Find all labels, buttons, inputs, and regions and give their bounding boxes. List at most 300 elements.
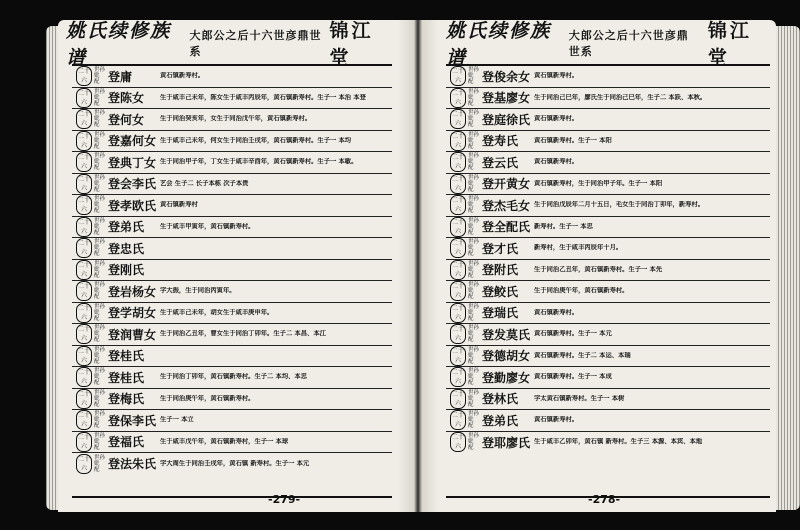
row-label-1: 世孙 — [468, 174, 480, 181]
row-label-3: 配 — [468, 445, 474, 452]
row-label-1: 世孙 — [94, 303, 106, 310]
person-note: 新寿村，生于咸丰丙辰年十月。 — [534, 244, 623, 252]
row-label — [94, 239, 108, 257]
page-edges-right — [776, 26, 800, 510]
row-label-1: 世孙 — [468, 368, 480, 375]
row-label-3: 配 — [468, 229, 474, 236]
person-note: 黄石镇新寿村。生子一 本元 — [534, 330, 612, 338]
row-label-2: 妣 — [468, 309, 474, 316]
row-label — [468, 132, 482, 150]
row-label-1: 世孙 — [94, 260, 106, 267]
person-name: 登润曹女 — [108, 327, 157, 342]
generation-marker: 二十六 — [77, 455, 90, 472]
row-label-1: 世孙 — [94, 325, 106, 332]
row-label-1: 世孙 — [468, 260, 480, 267]
generation-marker: 二十六 — [451, 111, 464, 128]
table-row — [446, 217, 770, 239]
generation-marker: 二十六 — [451, 89, 464, 106]
person-note: 黄石镇新寿村。 — [534, 308, 579, 316]
row-label-2: 妣 — [94, 94, 100, 101]
person-note: 生于咸丰己未年，何女生于同治壬戌年，黄石镇新寿村。生子一 本均 — [160, 136, 352, 144]
row-label-1: 世孙 — [94, 153, 106, 160]
row-label — [94, 325, 108, 343]
generation-marker: 二十六 — [451, 326, 464, 343]
person-name: 登附氏 — [482, 263, 519, 278]
table-row — [72, 303, 392, 325]
row-label-3: 配 — [94, 423, 100, 430]
generation-marker: 二十六 — [77, 175, 90, 192]
row-label-2: 妣 — [94, 438, 100, 445]
row-label-1: 世孙 — [468, 325, 480, 332]
row-label-2: 妣 — [94, 395, 100, 402]
generation-marker: 二十六 — [451, 434, 464, 451]
generation-marker: 二十六 — [451, 68, 464, 85]
open-book — [46, 12, 762, 520]
row-label-2: 妣 — [468, 288, 474, 295]
row-label-1: 世孙 — [468, 153, 480, 160]
lineage-subtitle: 大郎公之后十六世彦鼎世系 — [568, 29, 689, 58]
generation-marker: 二十六 — [451, 218, 464, 235]
table-row — [72, 367, 392, 389]
row-label-3: 配 — [94, 401, 100, 408]
person-name: 登桂氏 — [108, 349, 145, 364]
left-page-header — [58, 20, 398, 69]
row-label-1: 世孙 — [468, 433, 480, 440]
generation-marker: 二十六 — [77, 283, 90, 300]
person-note: 生于同治己巳年，廖氏生于同治己巳年，生子二 本跃、本秋。 — [534, 93, 707, 101]
row-label-3: 配 — [468, 337, 474, 344]
person-name: 登岩杨女 — [108, 284, 157, 299]
row-label-2: 妣 — [468, 352, 474, 359]
row-label — [468, 368, 482, 386]
person-name: 登云氏 — [482, 155, 519, 170]
row-label-1: 世孙 — [468, 131, 480, 138]
person-note: 黄石镇新寿村。生子一 本成 — [534, 373, 612, 381]
table-row — [446, 131, 770, 153]
generation-marker: 二十六 — [77, 89, 90, 106]
generation-marker: 二十六 — [77, 347, 90, 364]
person-note: 生于同治乙丑年，曹女生于同治丁卯年。生子二 本昌、本江 — [160, 330, 326, 338]
person-note: 生于咸丰乙卯年，黄石镇 新寿村。生子三 本源、本宾、本地 — [534, 438, 703, 446]
row-label-2: 妣 — [94, 180, 100, 187]
table-row — [72, 281, 392, 303]
person-note: 黄石镇新寿村。 — [534, 72, 579, 80]
row-label-1: 世孙 — [468, 196, 480, 203]
row-label-1: 世孙 — [94, 368, 106, 375]
table-row — [446, 88, 770, 110]
row-label-3: 配 — [94, 358, 100, 365]
row-label-1: 世孙 — [94, 454, 106, 461]
generation-marker: 二十六 — [77, 304, 90, 321]
row-label — [94, 175, 108, 193]
table-row — [72, 174, 392, 196]
person-name: 登开黄女 — [482, 177, 531, 192]
genealogy-title: 姚氏续修族谱 — [446, 20, 552, 69]
row-label-1: 世孙 — [468, 389, 480, 396]
person-name: 登发莫氏 — [482, 327, 531, 342]
generation-marker: 二十六 — [77, 261, 90, 278]
page-number-right: -278- — [588, 493, 621, 506]
generation-marker: 二十六 — [451, 132, 464, 149]
person-name: 登福氏 — [108, 435, 145, 450]
person-name: 登瑞氏 — [482, 306, 519, 321]
person-note: 黄石镇新寿村。 — [534, 115, 579, 123]
row-label-3: 配 — [468, 186, 474, 193]
row-label-3: 配 — [468, 272, 474, 279]
person-name: 登鲛氏 — [482, 284, 519, 299]
table-row — [446, 389, 770, 411]
person-name: 登德胡女 — [482, 349, 531, 364]
row-label-2: 妣 — [94, 352, 100, 359]
row-label — [94, 110, 108, 128]
row-label-1: 世孙 — [468, 110, 480, 117]
table-row — [446, 152, 770, 174]
row-label-3: 配 — [94, 380, 100, 387]
table-row — [72, 131, 392, 153]
row-label-1: 世孙 — [468, 67, 480, 74]
book-gutter — [398, 20, 438, 512]
person-note: 黄石镇新寿村。生子一 本阳 — [534, 136, 612, 144]
row-label-3: 配 — [468, 122, 474, 129]
row-label-2: 妣 — [94, 202, 100, 209]
person-note: 生于同治甲子年，丁女生于咸丰辛酉年，黄石镇新寿村。生子一 本敏。 — [160, 158, 358, 166]
person-note: 艺会 生子二 长子本栋 次子本贵 — [160, 179, 249, 187]
row-label-2: 妣 — [94, 288, 100, 295]
generation-marker: 二十六 — [451, 240, 464, 257]
table-row — [72, 195, 392, 217]
table-row — [446, 109, 770, 131]
person-name: 登桂氏 — [108, 370, 145, 385]
table-row — [446, 410, 770, 432]
table-row — [446, 281, 770, 303]
generation-marker: 二十六 — [451, 261, 464, 278]
person-note: 生于咸丰戊午年，黄石镇新寿村，生子一 本球 — [160, 437, 289, 445]
row-label-1: 世孙 — [94, 110, 106, 117]
row-label — [468, 153, 482, 171]
row-label — [94, 132, 108, 150]
row-label-3: 配 — [468, 143, 474, 150]
person-name: 登忠氏 — [108, 241, 145, 256]
person-note: 黄石镇新寿村。 — [160, 72, 205, 80]
row-label — [468, 304, 482, 322]
row-label-1: 世孙 — [468, 88, 480, 95]
row-label-3: 配 — [468, 401, 474, 408]
hall-name: 锦江堂 — [707, 20, 752, 69]
person-name: 登孝欧氏 — [108, 198, 157, 213]
row-label — [94, 455, 108, 473]
person-name: 登典丁女 — [108, 155, 157, 170]
table-row — [446, 174, 770, 196]
person-note: 黄石镇新寿村。 — [534, 158, 579, 166]
row-label — [468, 175, 482, 193]
row-label-2: 妣 — [468, 331, 474, 338]
table-row — [72, 346, 392, 368]
row-label-1: 世孙 — [94, 174, 106, 181]
table-row — [72, 217, 392, 239]
row-label-2: 妣 — [94, 460, 100, 467]
row-label — [94, 261, 108, 279]
row-label-2: 妣 — [468, 94, 474, 101]
row-label-3: 配 — [94, 186, 100, 193]
row-label-1: 世孙 — [468, 346, 480, 353]
generation-marker: 二十六 — [77, 326, 90, 343]
row-label-1: 世孙 — [94, 217, 106, 224]
row-label-2: 妣 — [94, 245, 100, 252]
person-note: 字大振，生于同治丙寅年。 — [160, 287, 236, 295]
row-label-1: 世孙 — [468, 411, 480, 418]
table-row — [446, 367, 770, 389]
page-number-left: -279- — [268, 493, 301, 506]
generation-marker: 二十六 — [77, 240, 90, 257]
person-name: 登梅氏 — [108, 392, 145, 407]
row-label — [468, 261, 482, 279]
table-row — [446, 346, 770, 368]
row-label-1: 世孙 — [94, 88, 106, 95]
person-note: 生于同治乙丑年，黄石镇新寿村。生子一 本先 — [534, 265, 663, 273]
row-label — [94, 433, 108, 451]
row-label — [468, 411, 482, 429]
row-label-2: 妣 — [468, 439, 474, 446]
row-label-2: 妣 — [94, 374, 100, 381]
row-label-2: 妣 — [468, 159, 474, 166]
row-label-3: 配 — [468, 208, 474, 215]
person-name: 登耶廖氏 — [482, 435, 531, 450]
row-label — [468, 347, 482, 365]
row-label — [468, 390, 482, 408]
generation-marker: 二十六 — [451, 347, 464, 364]
row-label-2: 妣 — [468, 395, 474, 402]
row-label — [468, 239, 482, 257]
row-label — [94, 196, 108, 214]
person-note: 生于同治庚午年，黄石镇新寿村。 — [160, 394, 255, 402]
row-label-3: 配 — [94, 272, 100, 279]
row-label-2: 妣 — [468, 137, 474, 144]
table-row — [72, 260, 392, 282]
generation-marker: 二十六 — [451, 304, 464, 321]
row-label-3: 配 — [468, 315, 474, 322]
row-label-3: 配 — [94, 444, 100, 451]
person-note: 生于同治丁卯年，黄石镇新寿村。生子二 本均、本忠 — [160, 373, 308, 381]
row-label-3: 配 — [468, 100, 474, 107]
row-label-3: 配 — [94, 294, 100, 301]
person-name: 登全配氏 — [482, 220, 531, 235]
row-label-1: 世孙 — [94, 346, 106, 353]
row-label — [94, 67, 108, 85]
row-label-2: 妣 — [468, 116, 474, 123]
person-note: 黄石镇新寿村，生于同治甲子年。生子一 本阳 — [534, 179, 663, 187]
person-name: 登基廖女 — [482, 91, 531, 106]
row-label-1: 世孙 — [94, 131, 106, 138]
row-label-3: 配 — [94, 315, 100, 322]
row-label-1: 世孙 — [94, 239, 106, 246]
person-note: 生于咸丰己未年，陈女生于咸丰丙辰年，黄石镇新寿村。生子一 本治 本登 — [160, 93, 366, 101]
row-label — [468, 196, 482, 214]
table-row — [72, 238, 392, 260]
generation-marker: 二十六 — [77, 390, 90, 407]
row-label — [468, 218, 482, 236]
row-label — [468, 282, 482, 300]
person-note: 生于咸丰甲寅年，黄石镇新寿村。 — [160, 222, 255, 230]
person-note: 黄石镇新寿村。 — [534, 416, 579, 424]
generation-marker: 二十六 — [77, 197, 90, 214]
person-name: 登林氏 — [482, 392, 519, 407]
person-note: 生于同治戊辰年二月十五日，毛女生于同治丁卯年，新寿村。 — [534, 201, 705, 209]
row-label-2: 妣 — [94, 159, 100, 166]
row-label-1: 世孙 — [94, 432, 106, 439]
generation-marker: 二十六 — [451, 175, 464, 192]
row-label-3: 配 — [94, 208, 100, 215]
row-label-1: 世孙 — [94, 411, 106, 418]
person-name: 登弟氏 — [482, 413, 519, 428]
row-label-2: 妣 — [94, 309, 100, 316]
right-entry-table — [446, 64, 770, 498]
person-note: 生子一 本立 — [160, 416, 194, 424]
left-entry-table — [72, 64, 392, 498]
row-label-3: 配 — [468, 165, 474, 172]
row-label-2: 妣 — [468, 245, 474, 252]
row-label-2: 妣 — [468, 180, 474, 187]
row-label-1: 世孙 — [94, 196, 106, 203]
generation-marker: 二十六 — [451, 369, 464, 386]
row-label — [94, 390, 108, 408]
table-row — [72, 432, 392, 454]
generation-marker: 二十六 — [77, 218, 90, 235]
row-label-1: 世孙 — [468, 217, 480, 224]
row-label — [94, 89, 108, 107]
table-row — [446, 303, 770, 325]
table-row — [72, 88, 392, 110]
row-label — [94, 304, 108, 322]
row-label-1: 世孙 — [94, 282, 106, 289]
person-name: 登勤廖女 — [482, 370, 531, 385]
hall-name: 锦江堂 — [329, 20, 374, 69]
row-label-2: 妣 — [468, 266, 474, 273]
row-label-2: 妣 — [468, 417, 474, 424]
table-row — [72, 410, 392, 432]
row-label-1: 世孙 — [468, 282, 480, 289]
person-name: 登俊余女 — [482, 69, 531, 84]
person-name: 登法朱氏 — [108, 457, 157, 472]
lineage-subtitle: 大郎公之后十六世彦鼎世系 — [189, 29, 322, 58]
left-page — [58, 20, 398, 512]
generation-marker: 二十六 — [77, 132, 90, 149]
table-row — [446, 238, 770, 260]
row-label-3: 配 — [468, 251, 474, 258]
generation-marker: 二十六 — [451, 283, 464, 300]
row-label-2: 妣 — [94, 331, 100, 338]
row-label-3: 配 — [94, 143, 100, 150]
generation-marker: 二十六 — [77, 111, 90, 128]
row-label-3: 配 — [468, 423, 474, 430]
row-label-3: 配 — [94, 251, 100, 258]
row-label-1: 世孙 — [94, 67, 106, 74]
person-note: 字大周生于同治壬戌年，黄石镇 新寿村。生子一 本元 — [160, 459, 310, 467]
row-label-2: 妣 — [468, 374, 474, 381]
row-label-1: 世孙 — [468, 239, 480, 246]
person-name: 登杰毛女 — [482, 198, 531, 213]
person-name: 登学胡女 — [108, 306, 157, 321]
row-label — [94, 368, 108, 386]
person-note: 黄石镇新寿村 — [160, 201, 198, 209]
person-note: 字太黄石镇新寿村。生子一 本树 — [534, 394, 625, 402]
row-label — [94, 282, 108, 300]
person-name: 登庸 — [108, 69, 133, 84]
person-name: 登何女 — [108, 112, 145, 127]
person-name: 登会李氏 — [108, 177, 157, 192]
row-label-3: 配 — [94, 466, 100, 473]
person-note: 新寿村。生子一 本忠 — [534, 222, 593, 230]
generation-marker: 二十六 — [451, 197, 464, 214]
row-label-3: 配 — [468, 380, 474, 387]
row-label-1: 世孙 — [468, 303, 480, 310]
row-label-3: 配 — [468, 79, 474, 86]
generation-marker: 二十六 — [77, 412, 90, 429]
row-label-3: 配 — [468, 358, 474, 365]
generation-marker: 二十六 — [77, 433, 90, 450]
table-row — [446, 195, 770, 217]
table-row — [72, 389, 392, 411]
table-row — [446, 66, 770, 88]
generation-marker: 二十六 — [77, 154, 90, 171]
person-name: 登嘉何女 — [108, 134, 157, 149]
person-note: 生于咸丰己未年，胡女生于咸丰庚申年。 — [160, 308, 274, 316]
table-row — [446, 324, 770, 346]
generation-marker: 二十六 — [77, 369, 90, 386]
table-row — [72, 324, 392, 346]
generation-marker: 二十六 — [451, 390, 464, 407]
person-name: 登寿氏 — [482, 134, 519, 149]
person-note: 生于同治庚午年，黄石镇新寿村。 — [534, 287, 629, 295]
person-name: 登弟氏 — [108, 220, 145, 235]
row-label-2: 妣 — [468, 202, 474, 209]
generation-marker: 二十六 — [451, 412, 464, 429]
table-row — [72, 152, 392, 174]
table-row — [72, 109, 392, 131]
generation-marker: 二十六 — [77, 68, 90, 85]
person-note: 黄石镇新寿村。生子二 本运、本瑞 — [534, 351, 631, 359]
genealogy-title: 姚氏续修族谱 — [66, 20, 172, 69]
row-label-3: 配 — [94, 100, 100, 107]
table-row — [446, 432, 770, 454]
row-label — [468, 110, 482, 128]
row-label — [94, 218, 108, 236]
row-label — [94, 347, 108, 365]
row-label-3: 配 — [468, 294, 474, 301]
row-label-2: 妣 — [94, 266, 100, 273]
row-label-3: 配 — [94, 165, 100, 172]
row-label-2: 妣 — [94, 417, 100, 424]
person-name: 登庭徐氏 — [482, 112, 531, 127]
row-label-2: 妣 — [468, 73, 474, 80]
row-label-3: 配 — [94, 337, 100, 344]
row-label-2: 妣 — [94, 116, 100, 123]
row-label — [468, 325, 482, 343]
row-label-3: 配 — [94, 229, 100, 236]
person-note: 生于同治癸亥年，女生于同治戊午年，黄石镇新寿村。 — [160, 115, 312, 123]
generation-marker: 二十六 — [451, 154, 464, 171]
person-name: 登保李氏 — [108, 413, 157, 428]
table-row — [72, 453, 392, 475]
person-name: 登陈女 — [108, 91, 145, 106]
right-page-header — [438, 20, 776, 69]
table-row — [446, 260, 770, 282]
row-label-1: 世孙 — [94, 389, 106, 396]
right-page — [438, 20, 776, 512]
row-label — [468, 89, 482, 107]
row-label-3: 配 — [94, 79, 100, 86]
person-name: 登才氏 — [482, 241, 519, 256]
row-label — [468, 433, 482, 451]
